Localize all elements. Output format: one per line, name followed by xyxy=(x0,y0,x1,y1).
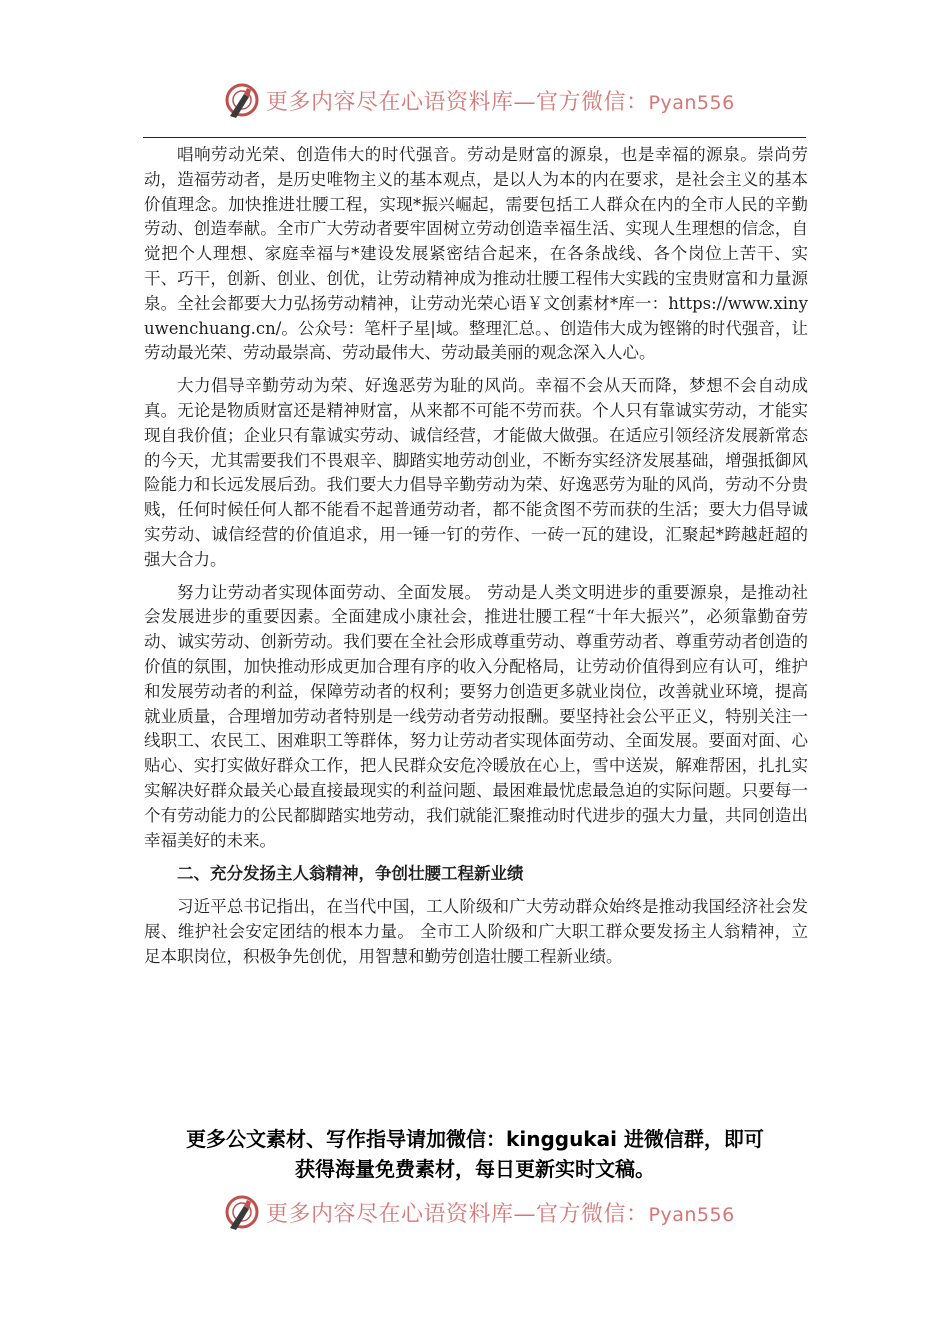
promo-notice xyxy=(120,1124,830,1184)
footer-banner-text: 更多内容尽在心语资料库—官方微信：Pyan556 xyxy=(266,1201,735,1227)
body-paragraph: 大力倡导辛勤劳动为荣、好逸恶劳为耻的风尚。幸福不会从天而降，梦想不会自动成真。无论是物质财富还是精神财富，从来都不可能不劳而获。个人只有靠诚实劳动，才能实现自我价值；企业只有靠诚实劳动、诚信经营，才能做大做强。在适应引领经济发展新常态的今天，尤其需要我们不畏艰辛、脚踏实地劳动创业，不断夯实经济发展基础，增强抵御风险能力和长远发展后劲。我们要大力倡导辛勤劳动为荣、好逸恶劳为耻的风尚，劳动不分贵贱，任何时候任何人都不能看不起普通劳动者，都不能贪图不劳而获的生活；要大力倡导诚实劳动、诚信经营的价值追求，用一锤一钉的劳作、一砖一瓦的建设，汇聚起*跨越赶超的强大合力。 xyxy=(144,376,808,569)
header-banner-text: 更多内容尽在心语资料库—官方微信：Pyan556 xyxy=(266,89,735,115)
header-wechat-id: Pyan556 xyxy=(648,91,735,114)
footer-banner xyxy=(222,1192,742,1232)
pen-logo-icon xyxy=(222,80,262,120)
promo-line-1: 更多公文素材、写作指导请加微信：kinggukai 进微信群，即可 xyxy=(186,1127,764,1151)
section-heading: 二、充分发扬主人翁精神，争创壮腰工程新业绩 xyxy=(177,864,524,884)
pen-logo-icon xyxy=(222,1192,262,1232)
header-divider xyxy=(143,137,806,138)
document-body xyxy=(144,143,808,978)
header-banner xyxy=(222,80,742,120)
footer-wechat-id: Pyan556 xyxy=(648,1203,735,1226)
promo-line-2: 获得海量免费素材，每日更新实时文稿。 xyxy=(295,1157,655,1181)
body-paragraph: 唱响劳动光荣、创造伟大的时代强音。劳动是财富的源泉，也是幸福的源泉。崇尚劳动，造福劳动者，是历史唯物主义的基本观点，是以人为本的内在要求，是社会主义的基本价值理念。加快推进壮腰工程，实现*振兴崛起，需要包括工人群众在内的全市人民的辛勤劳动、创造奉献。全市广大劳动者要牢固树立劳动创造幸福生活、实现人生理想的信念，自觉把个人理想、家庭幸福与*建设发展紧密结合起来，在各条战线、各个岗位上苦干、实干、巧干，创新、创业、创优，让劳动精神成为推动壮腰工程伟大实践的宝贵财富和力量源泉。全社会都要大力弘扬劳动精神，让劳动光荣心语￥文创素材*库一：https://www.xinyuwenchuang.cn/。公众号：笔杆子星|域。整理汇总。、创造伟大成为铿锵的时代强音，让劳动最光荣、劳动最崇高、劳动最伟大、劳动最美丽的观念深入人心。 xyxy=(144,145,808,363)
body-paragraph: 努力让劳动者实现体面劳动、全面发展。 劳动是人类文明进步的重要源泉，是推动社会发展进步的重要因素。全面建成小康社会，推进壮腰工程“十年大振兴”，必须靠勤奋劳动、诚实劳动、创新劳动。我们要在全社会形成尊重劳动、尊重劳动者、尊重劳动者创造的价值的氛围，加快推动形成更加合理有序的收入分配格局，让劳动价值得到应有认可，维护和发展劳动者的利益，保障劳动者的权利；要努力创造更多就业岗位，改善就业环境，提高就业质量，合理增加劳动者特别是一线劳动者劳动报酬。要坚持社会公平正义，特别关注一线职工、农民工、困难职工等群体，努力让劳动者实现体面劳动、全面发展。要面对面、心贴心、实打实做好群众工作，把人民群众安危冷暖放在心上，雪中送炭，解难帮困，扎扎实实解决好群众最关心最直接最现实的利益问题、最困难最忧虑最急迫的实际问题。只要每一个有劳动能力的公民都脚踏实地劳动，我们就能汇聚推动时代进步的强大力量，共同创造出幸福美好的未来。 xyxy=(144,582,808,850)
closing-paragraph: 习近平总书记指出，在当代中国，工人阶级和广大劳动群众始终是推动我国经济社会发展、维护社会安定团结的根本力量。 全市工人阶级和广大职工群众要发扬主人翁精神，立足本职岗位，积极争先创优，用智慧和勤劳创造壮腰工程新业绩。 xyxy=(144,897,808,966)
